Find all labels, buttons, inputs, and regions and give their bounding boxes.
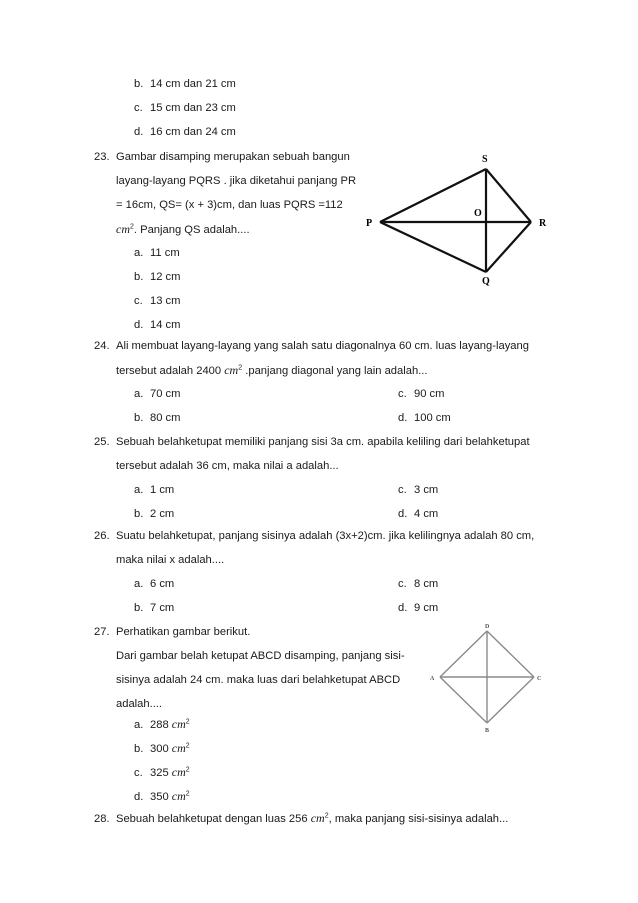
option-text: 100 cm	[414, 412, 451, 424]
option-label: b.	[134, 508, 144, 520]
question-number: 27.	[94, 626, 110, 638]
kite-label-p: P	[366, 218, 373, 229]
option-text: 90 cm	[414, 388, 445, 400]
option-label: a.	[134, 578, 144, 590]
q23-line3: = 16cm, QS= (x + 3)cm, dan luas PQRS =112	[116, 199, 343, 211]
option-text: 6 cm	[150, 578, 175, 590]
rhombus-label-b: B	[485, 728, 490, 734]
q27-line4: adalah....	[116, 698, 163, 710]
option-label: d.	[134, 126, 144, 138]
rhombus-label-c: C	[537, 676, 542, 682]
unit-cm: cm	[310, 811, 325, 825]
option-text: 4 cm	[414, 508, 439, 520]
option-label: b.	[134, 602, 144, 614]
kite-label-q: Q	[482, 276, 490, 287]
rhombus-side-ba	[440, 677, 487, 723]
unit-exponent: 2	[130, 223, 134, 231]
kite-label-o: O	[474, 208, 482, 219]
option-text: 14 cm dan 21 cm	[150, 78, 236, 90]
option-text: 300	[150, 743, 172, 755]
unit-exponent: 2	[238, 364, 243, 372]
option-text: 14 cm	[150, 319, 181, 331]
q28-line1	[94, 811, 508, 826]
kite-label-s: S	[482, 154, 488, 165]
unit-exponent: 2	[185, 742, 190, 750]
option-text: 2 cm	[150, 508, 175, 520]
option-text: 70 cm	[150, 388, 181, 400]
option-text: 9 cm	[414, 602, 439, 614]
option-text: 13 cm	[150, 295, 181, 307]
rhombus-label-a: A	[430, 676, 435, 682]
option-label: c.	[398, 578, 407, 590]
option-label: d.	[398, 508, 408, 520]
option-text: 288	[150, 719, 172, 731]
q27-line3: sisinya adalah 24 cm. maka luas dari belahketupat ABCD	[116, 674, 401, 686]
option-label: b.	[134, 412, 144, 424]
option-label: d.	[134, 319, 144, 331]
option-text: 12 cm	[150, 271, 181, 283]
unit-exponent: 2	[185, 790, 190, 798]
option-label: b.	[134, 743, 144, 755]
rhombus-side-dc	[487, 631, 534, 677]
rhombus-side-cb	[487, 677, 534, 723]
question-number: 23.	[94, 151, 110, 163]
option-label: a.	[134, 388, 144, 400]
option-text: 3 cm	[414, 484, 439, 496]
question-number: 25.	[94, 436, 110, 448]
option-label: d.	[134, 791, 144, 803]
option-text: 325	[150, 767, 172, 779]
question-number: 24.	[94, 340, 110, 352]
option-text: 350	[150, 791, 172, 803]
option-text: 16 cm dan 24 cm	[150, 126, 236, 138]
q23-line2: layang-layang PQRS . jika diketahui panjang PR	[116, 175, 357, 187]
question-text: Gambar disamping merupakan sebuah bangun	[116, 151, 350, 163]
option-text: 7 cm	[150, 602, 175, 614]
option-label: c.	[398, 388, 407, 400]
q25-line2: tersebut adalah 36 cm, maka nilai a adalah...	[116, 460, 339, 472]
q26-line2: maka nilai x adalah....	[116, 554, 225, 566]
unit-exponent: 2	[185, 766, 190, 774]
question-number: 26.	[94, 530, 110, 542]
unit-cm: cm	[224, 363, 239, 377]
option-text: 11 cm	[150, 247, 180, 259]
unit-exponent: 2	[185, 718, 190, 726]
rhombus-side-ad	[440, 631, 487, 677]
rhombus-label-d: D	[485, 624, 490, 630]
question-text: Suatu belahketupat, panjang sisinya adalah (3x+2)cm. jika kelilingnya adalah 80 cm,	[116, 530, 535, 542]
unit-cm: cm	[171, 789, 186, 803]
option-label: d.	[398, 412, 408, 424]
unit-cm: cm	[116, 222, 130, 236]
option-label: a.	[134, 484, 144, 496]
q27-line2: Dari gambar belah ketupat ABCD disamping, panjang sisi-	[116, 650, 405, 662]
option-label: a.	[134, 719, 144, 731]
option-label: c.	[134, 295, 143, 307]
rhombus-shape	[440, 631, 534, 723]
option-label: a.	[134, 247, 144, 259]
kite-label-r: R	[539, 218, 547, 229]
option-label: c.	[134, 102, 143, 114]
question-text: Perhatikan gambar berikut.	[116, 626, 251, 638]
unit-cm: cm	[171, 765, 186, 779]
unit-cm: cm	[171, 717, 186, 731]
option-label: c.	[134, 767, 143, 779]
option-label: d.	[398, 602, 408, 614]
option-text: 80 cm	[150, 412, 181, 424]
unit-exponent: 2	[324, 812, 329, 820]
option-label: b.	[134, 271, 144, 283]
question-text: Sebuah belahketupat dengan luas 256	[116, 813, 311, 825]
option-label: b.	[134, 78, 144, 90]
option-text: 15 cm dan 23 cm	[150, 102, 236, 114]
question-text: .panjang diagonal yang lain adalah...	[242, 365, 428, 377]
question-text: Ali membuat layang-layang yang salah satu diagonalnya 60 cm. luas layang-layang	[116, 340, 529, 352]
question-text: . Panjang QS adalah....	[133, 224, 250, 236]
option-text: 1 cm	[150, 484, 175, 496]
option-label: c.	[398, 484, 407, 496]
question-text: tersebut adalah 2400	[116, 365, 225, 377]
unit-cm: cm	[171, 741, 186, 755]
option-text: 8 cm	[414, 578, 439, 590]
question-number: 28.	[94, 813, 110, 825]
question-text: , maka panjang sisi-sisinya adalah...	[328, 813, 509, 825]
question-text: Sebuah belahketupat memiliki panjang sisi 3a cm. apabila keliling dari belahketupat	[116, 436, 530, 448]
